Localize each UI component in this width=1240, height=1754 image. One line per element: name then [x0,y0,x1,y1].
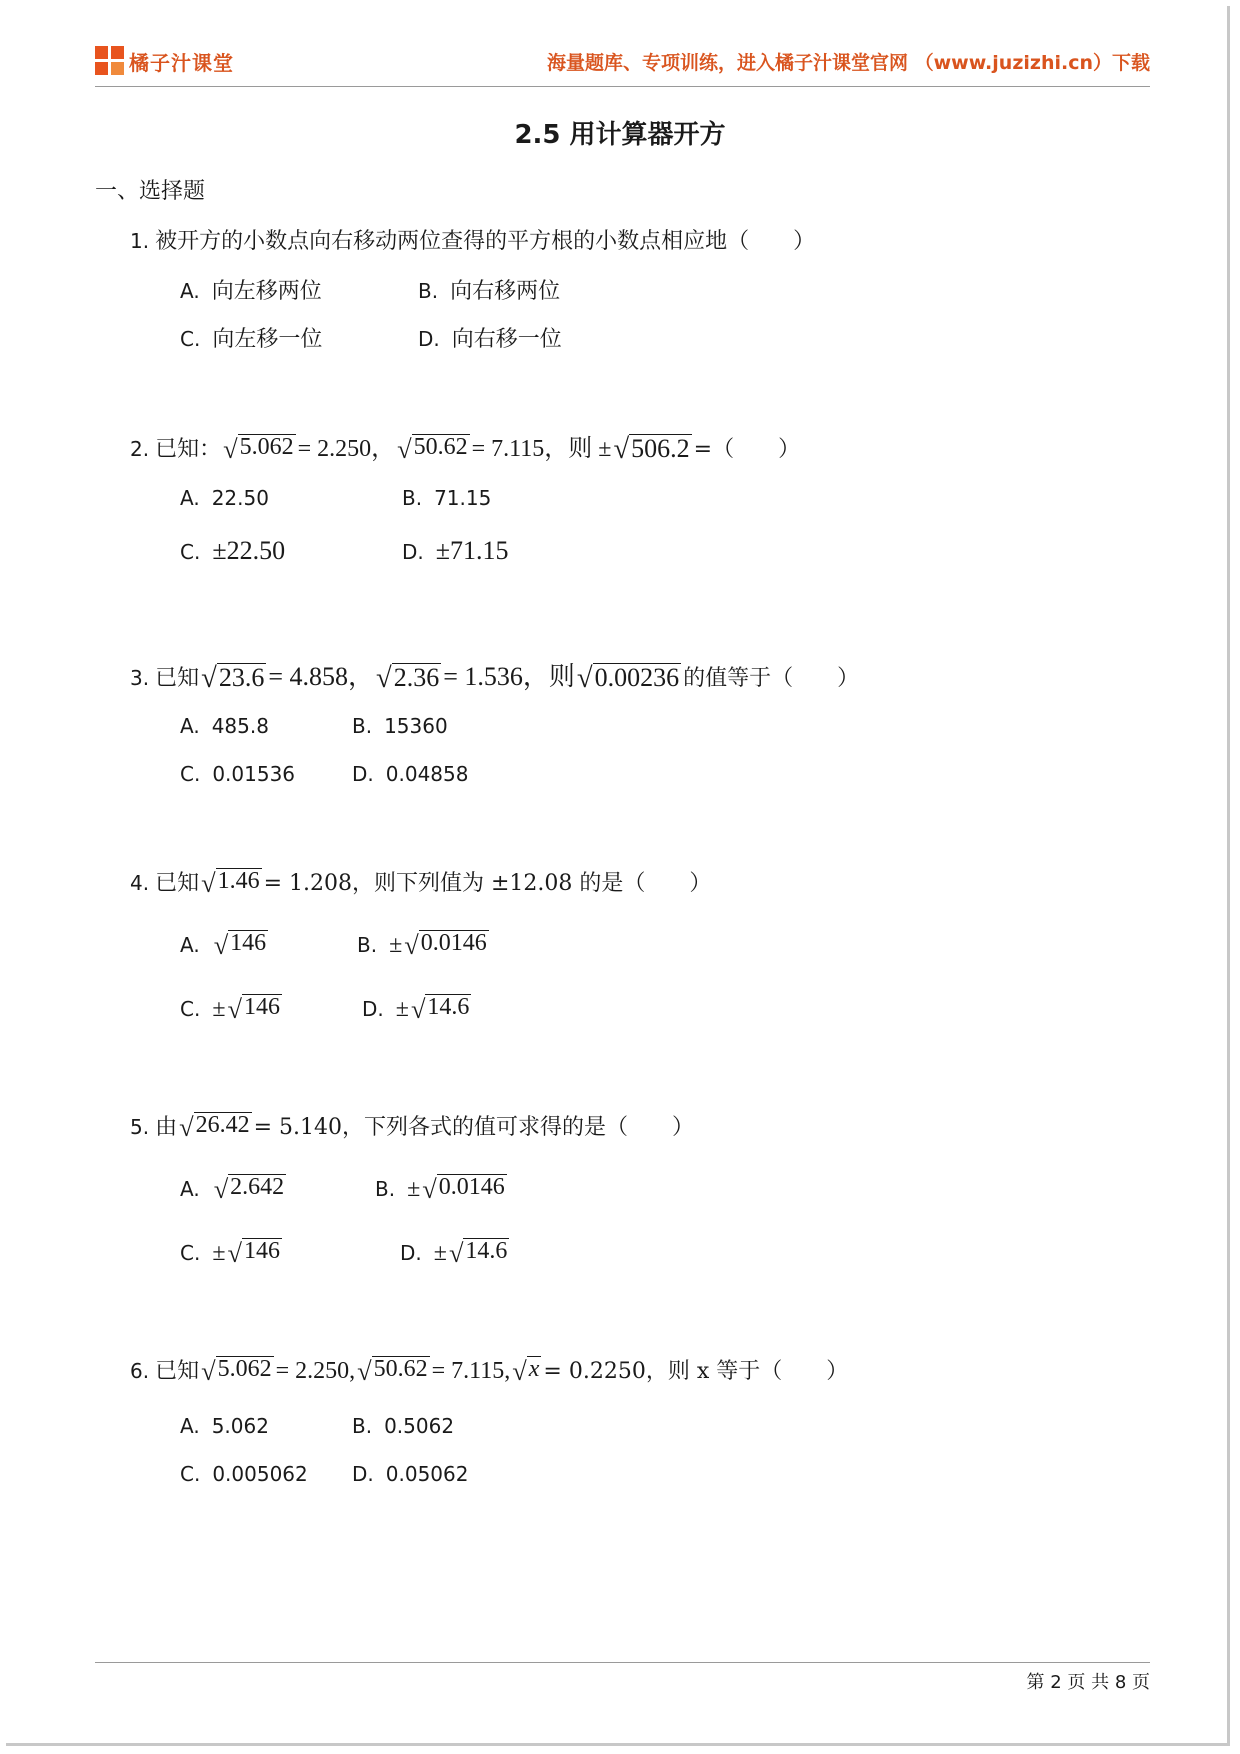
option-label: B. [418,279,439,303]
logo [95,46,234,76]
option-label: B. [402,486,423,510]
question-prefix: 由 [155,1115,178,1140]
q4-option-d[interactable] [362,994,473,1023]
radicand: 26.42 [195,1112,250,1139]
radicand: 50.62 [373,1356,428,1383]
option-sign: ± [433,1240,447,1266]
q1-option-c[interactable] [180,322,322,353]
option-label: B. [357,933,378,957]
option-label: B. [352,714,373,738]
option-text: 485.8 [211,714,269,738]
q2-option-a[interactable] [180,486,269,510]
option-text: 0.5062 [384,1414,455,1438]
q4-option-a[interactable] [180,930,270,960]
option-text: 0.05062 [385,1462,469,1486]
option-label: C. [180,327,201,351]
sqrt-expression: √ 50.62 [357,1356,428,1386]
sqrt-expression: √ 146 [227,994,280,1024]
sqrt-expression: √ 14.6 [448,1238,508,1268]
radicand: 5.062 [217,1356,272,1383]
header [95,42,1150,84]
equation-part: 的值等于（ ） [683,666,860,691]
q1-option-b[interactable] [418,274,560,305]
page-number: 第 2 页 共 8 页 [1026,1672,1150,1693]
question-prefix: 已知： [155,437,222,462]
equation-part: = 2.250, [275,1358,356,1384]
radicand: 146 [230,930,267,957]
option-label: C. [180,997,201,1021]
q2-option-b[interactable] [402,486,491,510]
question-4 [130,866,711,897]
q5-option-a[interactable] [180,1174,288,1204]
q3-option-a[interactable] [180,714,269,738]
equation-part: = 1.208，则下列值为 ±12.08 的是（ ） [263,871,712,896]
section-heading: 一、选择题 [95,179,206,204]
orange-logo-icon [95,46,125,76]
radicand: 146 [243,994,280,1021]
question-number: 6. [130,1359,150,1383]
radicand: 2.36 [393,663,440,693]
equation-part: = 0.2250，则 x 等于（ ） [543,1359,849,1384]
option-label: A. [180,486,200,510]
equation-part: = 7.115, [431,1358,511,1384]
option-label: C. [180,762,201,786]
option-label: B. [352,1414,373,1438]
equation-part: = 4.858， [268,662,374,691]
page-title: 2.5 用计算器开方 [514,120,726,150]
option-label: D. [352,762,374,786]
equation-part: = 7.115，则 ± [471,436,612,462]
option-text: 0.04858 [385,762,469,786]
option-text: ±22.50 [212,536,286,565]
radicand: x [528,1356,540,1383]
radicand: 0.0146 [438,1174,505,1201]
option-label: A. [180,1414,200,1438]
q6-option-c[interactable] [180,1462,308,1486]
sqrt-expression: √ 23.6 [201,663,265,694]
question-prefix: 已知 [155,1359,200,1384]
option-text: 22.50 [211,486,269,510]
equation-part: = 2.250， [297,436,396,462]
option-sign: ± [212,996,226,1022]
option-label: D. [402,540,424,564]
question-number: 5. [130,1115,150,1139]
equation-part: =（ ） [693,437,801,462]
q1-option-d[interactable] [418,322,562,353]
header-divider [95,86,1150,87]
q3-option-b[interactable] [352,714,448,738]
sqrt-expression: √ 506.2 [613,434,690,465]
q5-option-b[interactable] [375,1174,509,1203]
option-sign: ± [395,996,409,1022]
option-text: ±71.15 [435,536,509,565]
question-5 [130,1110,694,1141]
option-label: A. [180,933,200,957]
question-number: 3. [130,666,150,690]
q6-option-a[interactable] [180,1414,269,1438]
q2-option-d[interactable] [402,536,509,566]
sqrt-expression: √ 5.062 [201,1356,272,1386]
radicand: 14.6 [427,994,470,1021]
sqrt-expression: √ 0.0146 [404,930,487,960]
sqrt-expression: √ 5.062 [223,434,294,464]
option-label: C. [180,1462,201,1486]
q6-option-b[interactable] [352,1414,454,1438]
question-1 [130,224,815,255]
option-text: 0.005062 [212,1462,308,1486]
q5-option-d[interactable] [400,1238,511,1267]
option-sign: ± [212,1240,226,1266]
logo-text: 橘子汁课堂 [129,50,234,75]
footer-divider [95,1662,1150,1663]
radicand: 0.0146 [420,930,487,957]
option-label: A. [180,1177,200,1201]
q3-option-d[interactable] [352,762,468,786]
question-number: 4. [130,871,150,895]
radicand: 506.2 [631,434,690,464]
question-6 [130,1354,848,1385]
q4-option-b[interactable] [357,930,491,959]
question-3 [130,656,859,693]
option-text: 0.01536 [212,762,296,786]
option-label: C. [180,1241,201,1265]
q5-option-c[interactable] [180,1238,284,1267]
q1-option-a[interactable] [180,274,322,305]
sqrt-expression: √ 1.46 [201,868,260,898]
equation-part: = 1.536，则 [443,662,575,691]
sqrt-expression: √ 50.62 [397,434,468,464]
question-prefix: 已知 [155,871,200,896]
sqrt-expression: √ 14.6 [410,994,470,1024]
question-prefix: 已知 [155,666,200,691]
radicand: 14.6 [465,1238,508,1265]
option-label: A. [180,714,200,738]
option-text: 5.062 [211,1414,269,1438]
sqrt-expression: √ 0.00236 [576,663,680,694]
radicand: 50.62 [413,434,468,461]
q2-option-c[interactable] [180,536,285,566]
option-text: 15360 [384,714,448,738]
radicand: 23.6 [218,663,265,693]
option-label: B. [375,1177,396,1201]
sqrt-expression: √ 2.36 [375,663,440,694]
option-sign: ± [389,932,403,958]
option-text: 71.15 [434,486,492,510]
question-number: 2. [130,437,150,461]
q4-option-c[interactable] [180,994,284,1023]
q3-option-c[interactable] [180,762,295,786]
option-label: D. [352,1462,374,1486]
radicand: 146 [243,1238,280,1265]
sqrt-expression: √ 2.642 [213,1174,285,1204]
radicand: 0.00236 [594,663,680,693]
sqrt-expression: √ x [512,1356,540,1386]
option-label: D. [418,327,440,351]
q6-option-d[interactable] [352,1462,468,1486]
option-text: 向右移两位 [450,279,561,304]
option-label: C. [180,540,201,564]
question-number: 1. [130,229,150,253]
option-label: D. [400,1241,422,1265]
sqrt-expression: √ 146 [227,1238,280,1268]
question-2 [130,428,800,463]
sqrt-expression: √ 0.0146 [422,1174,505,1204]
equation-part: = 5.140，下列各式的值可求得的是（ ） [253,1115,695,1140]
option-text: 向左移两位 [211,279,322,304]
radicand: 1.46 [217,868,260,895]
question-text: 被开方的小数点向右移动两位查得的平方根的小数点相应地（ ） [155,229,816,254]
radicand: 2.642 [230,1174,285,1201]
sqrt-expression: √ 26.42 [179,1112,250,1142]
option-label: A. [180,279,200,303]
option-text: 向右移一位 [451,327,562,352]
radicand: 5.062 [239,434,294,461]
option-text: 向左移一位 [212,327,323,352]
option-label: D. [362,997,384,1021]
option-sign: ± [407,1176,421,1202]
sqrt-expression: √ 146 [213,930,267,960]
header-download-text: 海量题库、专项训练，进入橘子汁课堂官网 （www.juzizhi.cn）下载 [547,52,1150,74]
